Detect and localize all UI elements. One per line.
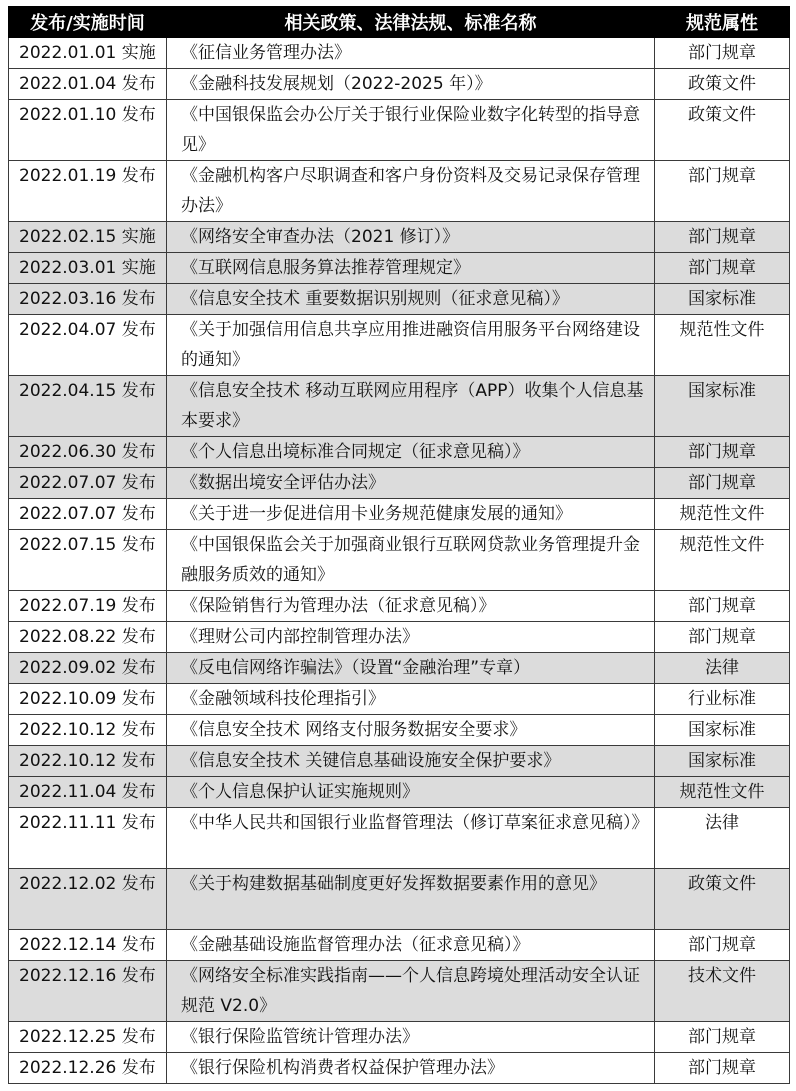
table-row	[9, 1022, 790, 1053]
date-cell: 2022.03.01 实施	[9, 253, 167, 284]
table-row	[9, 808, 790, 869]
table-row	[9, 315, 790, 376]
type-cell: 部门规章	[655, 38, 790, 69]
title-cell: 《关于进一步促进信用卡业务规范健康发展的通知》	[167, 499, 655, 530]
title-cell: 《理财公司内部控制管理办法》	[167, 622, 655, 653]
title-cell: 《个人信息出境标准合同规定（征求意见稿）》	[167, 437, 655, 468]
date-cell: 2022.10.09 发布	[9, 684, 167, 715]
type-cell: 部门规章	[655, 222, 790, 253]
header-date: 发布/实施时间	[9, 7, 167, 38]
title-cell: 《金融基础设施监督管理办法（征求意见稿）》	[167, 930, 655, 961]
table-row	[9, 869, 790, 930]
date-cell: 2022.07.07 发布	[9, 499, 167, 530]
title-cell: 《信息安全技术 移动互联网应用程序（APP）收集个人信息基本要求》	[167, 376, 655, 437]
type-cell: 部门规章	[655, 161, 790, 222]
table-row	[9, 499, 790, 530]
title-cell: 《征信业务管理办法》	[167, 38, 655, 69]
type-cell: 部门规章	[655, 930, 790, 961]
title-cell: 《中华人民共和国银行业监督管理法（修订草案征求意见稿）》	[167, 808, 655, 869]
title-cell: 《网络安全审查办法（2021 修订）》	[167, 222, 655, 253]
date-cell: 2022.12.16 发布	[9, 961, 167, 1022]
date-cell: 2022.03.16 发布	[9, 284, 167, 315]
policy-table-container	[8, 6, 789, 1084]
date-cell: 2022.01.01 实施	[9, 38, 167, 69]
title-cell: 《金融科技发展规划（2022-2025 年）》	[167, 69, 655, 100]
date-cell: 2022.11.11 发布	[9, 808, 167, 869]
date-cell: 2022.01.19 发布	[9, 161, 167, 222]
date-cell: 2022.12.14 发布	[9, 930, 167, 961]
type-cell: 部门规章	[655, 253, 790, 284]
date-cell: 2022.10.12 发布	[9, 715, 167, 746]
table-row	[9, 746, 790, 777]
type-cell: 政策文件	[655, 869, 790, 930]
title-cell: 《银行保险监管统计管理办法》	[167, 1022, 655, 1053]
date-cell: 2022.04.07 发布	[9, 315, 167, 376]
date-cell: 2022.02.15 实施	[9, 222, 167, 253]
date-cell: 2022.07.15 发布	[9, 530, 167, 591]
type-cell: 部门规章	[655, 1053, 790, 1084]
date-cell: 2022.11.04 发布	[9, 777, 167, 808]
table-header-row	[9, 7, 790, 38]
table-row	[9, 591, 790, 622]
table-row	[9, 376, 790, 437]
table-row	[9, 684, 790, 715]
title-cell: 《关于加强信用信息共享应用推进融资信用服务平台网络建设的通知》	[167, 315, 655, 376]
type-cell: 部门规章	[655, 1022, 790, 1053]
type-cell: 行业标准	[655, 684, 790, 715]
title-cell: 《个人信息保护认证实施规则》	[167, 777, 655, 808]
table-row	[9, 69, 790, 100]
date-cell: 2022.04.15 发布	[9, 376, 167, 437]
table-row	[9, 715, 790, 746]
type-cell: 国家标准	[655, 376, 790, 437]
type-cell: 政策文件	[655, 69, 790, 100]
title-cell: 《保险销售行为管理办法（征求意见稿）》	[167, 591, 655, 622]
type-cell: 法律	[655, 653, 790, 684]
type-cell: 部门规章	[655, 622, 790, 653]
date-cell: 2022.07.07 发布	[9, 468, 167, 499]
type-cell: 规范性文件	[655, 777, 790, 808]
table-row	[9, 930, 790, 961]
title-cell: 《反电信网络诈骗法》（设置“金融治理”专章）	[167, 653, 655, 684]
date-cell: 2022.09.02 发布	[9, 653, 167, 684]
type-cell: 部门规章	[655, 437, 790, 468]
table-row	[9, 253, 790, 284]
table-row	[9, 284, 790, 315]
title-cell: 《网络安全标准实践指南——个人信息跨境处理活动安全认证规范 V2.0》	[167, 961, 655, 1022]
table-row	[9, 622, 790, 653]
title-cell: 《中国银保监会办公厅关于银行业保险业数字化转型的指导意见》	[167, 100, 655, 161]
title-cell: 《互联网信息服务算法推荐管理规定》	[167, 253, 655, 284]
type-cell: 技术文件	[655, 961, 790, 1022]
type-cell: 规范性文件	[655, 530, 790, 591]
title-cell: 《金融机构客户尽职调查和客户身份资料及交易记录保存管理办法》	[167, 161, 655, 222]
table-row	[9, 468, 790, 499]
header-title: 相关政策、法律法规、标准名称	[167, 7, 655, 38]
type-cell: 国家标准	[655, 746, 790, 777]
header-type: 规范属性	[655, 7, 790, 38]
date-cell: 2022.08.22 发布	[9, 622, 167, 653]
type-cell: 法律	[655, 808, 790, 869]
type-cell: 部门规章	[655, 591, 790, 622]
type-cell: 政策文件	[655, 100, 790, 161]
date-cell: 2022.01.10 发布	[9, 100, 167, 161]
table-row	[9, 161, 790, 222]
table-row	[9, 437, 790, 468]
table-row	[9, 100, 790, 161]
date-cell: 2022.01.04 发布	[9, 69, 167, 100]
title-cell: 《信息安全技术 关键信息基础设施安全保护要求》	[167, 746, 655, 777]
table-row	[9, 530, 790, 591]
title-cell: 《数据出境安全评估办法》	[167, 468, 655, 499]
type-cell: 规范性文件	[655, 499, 790, 530]
table-row	[9, 961, 790, 1022]
type-cell: 部门规章	[655, 468, 790, 499]
policy-table	[8, 6, 790, 1084]
type-cell: 国家标准	[655, 715, 790, 746]
table-row	[9, 1053, 790, 1084]
title-cell: 《中国银保监会关于加强商业银行互联网贷款业务管理提升金融服务质效的通知》	[167, 530, 655, 591]
title-cell: 《金融领域科技伦理指引》	[167, 684, 655, 715]
date-cell: 2022.07.19 发布	[9, 591, 167, 622]
table-row	[9, 222, 790, 253]
table-row	[9, 38, 790, 69]
date-cell: 2022.06.30 发布	[9, 437, 167, 468]
title-cell: 《信息安全技术 重要数据识别规则（征求意见稿）》	[167, 284, 655, 315]
type-cell: 国家标准	[655, 284, 790, 315]
date-cell: 2022.12.02 发布	[9, 869, 167, 930]
table-row	[9, 777, 790, 808]
table-row	[9, 653, 790, 684]
table-body	[9, 38, 790, 1084]
title-cell: 《银行保险机构消费者权益保护管理办法》	[167, 1053, 655, 1084]
date-cell: 2022.10.12 发布	[9, 746, 167, 777]
date-cell: 2022.12.26 发布	[9, 1053, 167, 1084]
type-cell: 规范性文件	[655, 315, 790, 376]
date-cell: 2022.12.25 发布	[9, 1022, 167, 1053]
title-cell: 《信息安全技术 网络支付服务数据安全要求》	[167, 715, 655, 746]
title-cell: 《关于构建数据基础制度更好发挥数据要素作用的意见》	[167, 869, 655, 930]
